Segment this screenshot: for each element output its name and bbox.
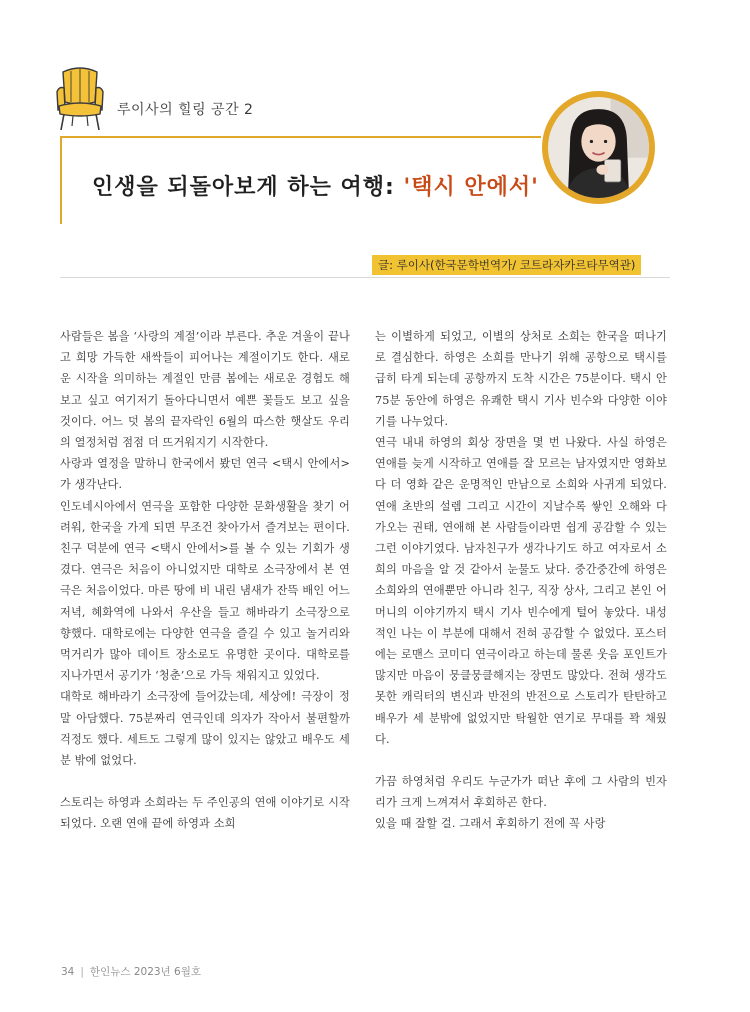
- publication-name: 한인뉴스 2023년 6월호: [89, 966, 201, 978]
- header-rule-left: [60, 136, 62, 224]
- paragraph: 있을 때 잘할 걸. 그래서 후회하기 전에 꼭 사랑: [375, 817, 606, 831]
- headline-accent: '택시 안에서': [403, 175, 539, 200]
- page-footer: [61, 964, 201, 979]
- header-rule: [60, 136, 541, 138]
- section-label: 루이사의 힐링 공간 2: [117, 102, 254, 118]
- byline: 글: 루이사(한국문학번역가/ 코트라자카르타무역관): [372, 255, 641, 275]
- page-number: 34: [61, 966, 75, 978]
- body-column-right: [375, 326, 667, 835]
- headline: [92, 170, 562, 201]
- byline-rule: [60, 277, 670, 278]
- footer-divider: |: [80, 966, 84, 978]
- paragraph: 연극 내내 하영의 회상 장면을 몇 번 나왔다. 사실 하영은 연애를 늦게 시작하고 연애를 잘 모르는 남자였지만 영화보다 더 영화 같은 운명적인 만남으로 소희와 사귀게 되었다. 연애 초반의 설렘 그리고 시간이 지날수록 쌓인 오해와 다가오는 권태, 연애해 본 사람들이라면 쉽게 공감할 수 있는 그런 이야기였다. 남자친구가 생각나기도 하고 여자로서 소희의 마음을 알 것 같아서 눈물도 났다. 중간중간에 하영은 소희와의 연애뿐만 아니라 친구, 직장 상사, 그리고 본인 어머니의 이야기까지 택시 기사 빈수에게 털어 놓았다. 내성적인 나는 이 부분에 대해서 전혀 공감할 수 없었다. 포스터에는 로맨스 코미디 연극이라고 하는데 물론 웃음 포인트가 많지만 마음이 뭉클뭉클해지는 장면도 많았다. 전혀 생각도 못한 캐릭터의 변신과 반전의 반전으로 스토리가 탄탄하고 배우가 세 분밖에 없었지만 탁월한 연기로 무대를 꽉 채웠다.: [375, 436, 667, 746]
- paragraph: 는 이별하게 되었고, 이별의 상처로 소희는 한국을 떠나기로 결심한다. 하영은 소희를 만나기 위해 공항으로 택시를 급히 타게 되는데 공항까지 도착 시간은 75분이다. 택시 안 75분 동안에 하영은 유쾌한 택시 기사 빈수와 다양한 이야기를 나누었다.: [375, 330, 667, 428]
- paragraph: 사람들은 봄을 ‘사랑의 계절’이라 부른다. 추운 겨울이 끝나고 희망 가득한 새싹들이 피어나는 계절이기도 한다. 새로운 시작을 의미하는 계절인 만큼 봄에는 새로운 경험도 해보고 싶고 여기저기 돌아다니면서 예쁜 꽃들도 보고 싶을 것이다. 어느 덧 봄의 끝자락인 6월의 따스한 햇살도 우리의 열정처럼 점점 더 뜨거워지기 시작한다.: [60, 330, 350, 450]
- paragraph: 사랑과 열정을 말하니 한국에서 봤던 연극 <택시 안에서>가 생각난다.: [60, 457, 350, 492]
- paragraph: 인도네시아에서 연극을 포함한 다양한 문화생활을 찾기 어려워, 한국을 가게 되면 무조건 찾아가서 즐겨보는 편이다. 친구 덕분에 연극 <택시 안에서>를 볼 수 있는 기회가 생겼다. 연극은 처음이 아니었지만 대학로 소극장에서 본 연극은 처음이었다. 마른 땅에 비 내린 냄새가 잔뜩 배인 어느 저녁, 혜화역에 나와서 우산을 들고 해바라기 소극장으로 향했다. 대학로에는 다양한 연극을 즐길 수 있고 놀거리와 먹거리가 많아 데이트 장소로도 유명한 곳이다. 대학로를 지나가면서 공기가 ‘청춘’으로 가득 채워지고 있었다.: [60, 499, 350, 683]
- paragraph: 스토리는 하영과 소희라는 두 주인공의 연애 이야기로 시작되었다. 오랜 연애 끝에 하영과 소희: [60, 796, 350, 831]
- paragraph: 대학로 해바라기 소극장에 들어갔는데, 세상에! 극장이 정말 아담했다. 75분짜리 연극인데 의자가 작아서 불편할까 걱정도 했다. 세트도 그렇게 많이 있지는 않았고 배우도 세 분 밖에 없었다.: [60, 690, 350, 768]
- armchair-icon: [55, 66, 105, 132]
- headline-main: 인생을 되돌아보게 하는 여행:: [92, 175, 404, 200]
- body-column-left: [60, 326, 350, 835]
- author-photo-image: [548, 97, 649, 198]
- paragraph: 가끔 하영처럼 우리도 누군가가 떠난 후에 그 사람의 빈자리가 크게 느껴져서 후회하곤 한다.: [375, 775, 667, 810]
